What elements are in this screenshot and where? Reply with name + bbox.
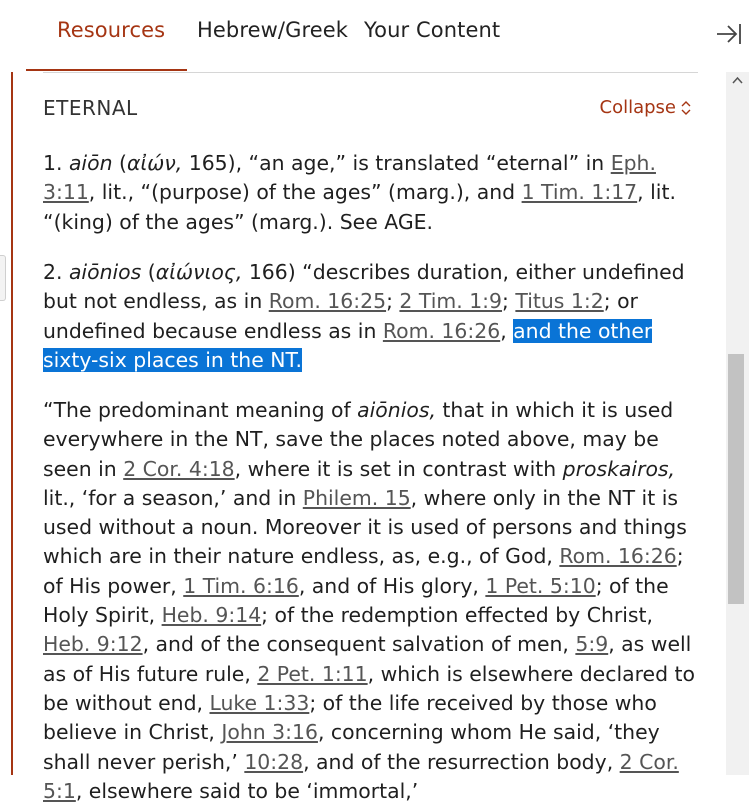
pin-panel-icon[interactable] <box>715 20 743 48</box>
scroll-up-arrow-icon[interactable] <box>732 76 743 84</box>
collapse-chevron-icon <box>681 101 691 115</box>
term: aiōnios <box>68 260 142 284</box>
resize-handle[interactable] <box>0 255 6 301</box>
definition-paragraph-2: 2. aiōnios (αἰώνιος, 166) “describes duration, either undefined but not endless, as in Rom. 16:25; 2 Tim. 1:9; Titus 1:2; or undefined because endless as in Rom. 16:26, and the other sixty-six places in the NT. <box>43 260 685 372</box>
scripture-link[interactable]: Eph. 3:11 <box>43 151 656 205</box>
scripture-link[interactable]: 1 Tim. 6:16 <box>183 573 299 598</box>
scripture-link[interactable]: Titus 1:2 <box>515 289 604 314</box>
greek-term: αἰών, <box>126 151 183 175</box>
definition-paragraph-1: 1. aiōn (αἰών, 165), “an age,” is translated “eternal” in Eph. 3:11, lit., “(purpose) of the ages” (marg.), and 1 Tim. 1:17, lit. “(king) of the ages” (marg.). See AGE. <box>43 151 676 234</box>
divider <box>43 72 698 73</box>
scripture-link[interactable]: 2 Pet. 1:11 <box>257 661 368 686</box>
scripture-link[interactable]: 2 Tim. 1:9 <box>399 289 503 314</box>
scripture-link[interactable]: Philem. 15 <box>302 485 411 510</box>
scripture-link[interactable]: Heb. 9:14 <box>161 603 262 628</box>
collapse-button[interactable] <box>600 97 692 118</box>
scripture-link[interactable]: John 3:16 <box>221 720 318 745</box>
definition-paragraph-3: “The predominant meaning of aiōnios, that in which it is used everywhere in the NT, save the places noted above, may be seen in 2 Cor. 4:18, where it is set in contrast with proskairos, lit., ‘for a season,’ and in Philem. 15, where only in the NT it is used without a noun. Moreover it is used of persons and things which are in their nature endless, as, e.g., of God, Rom. 16:26; of His power, 1 Tim. 6:16, and of His glory, 1 Pet. 5:10; of the Holy Spirit, Heb. 9:14; of the redemption effected by Christ, Heb. 9:12, and of the consequent salvation of men, 5:9, as well as of His future rule, 2 Pet. 1:11, which is elsewhere declared to be without end, Luke 1:33; of the life received by those who believe in Christ, John 3:16, concerning whom He said, ‘they shall never perish,’ 10:28, and of the resurrection body, 2 Cor. 5:1, elsewhere said to be ‘immortal,’ <box>43 398 695 803</box>
tab-bar <box>0 0 749 72</box>
scripture-link[interactable]: Rom. 16:26 <box>382 318 501 343</box>
scripture-link[interactable]: Luke 1:33 <box>209 690 310 715</box>
scripture-link[interactable]: 2 Cor. 4:18 <box>123 456 235 481</box>
scripture-link[interactable]: 1 Tim. 1:17 <box>521 180 638 205</box>
active-tab-indicator <box>26 69 187 71</box>
greek-term: αἰώνιος, <box>155 260 243 284</box>
scripture-link[interactable]: 5:9 <box>575 632 609 657</box>
term: aiōn <box>68 151 113 175</box>
scripture-link[interactable]: Rom. 16:26 <box>559 544 677 569</box>
tab-your-content[interactable]: Your Content <box>364 18 501 42</box>
selected-text[interactable]: and the other sixty-six places in the NT. <box>43 318 653 372</box>
scripture-link[interactable]: 1 Pet. 5:10 <box>485 573 596 598</box>
collapse-label: Collapse <box>599 97 676 118</box>
vertical-scrollbar[interactable] <box>726 72 749 775</box>
scripture-link[interactable]: Rom. 16:25 <box>268 289 387 314</box>
panel-left-border <box>11 72 13 775</box>
entry-title: ETERNAL <box>43 96 138 120</box>
scrollbar-thumb[interactable] <box>728 354 744 604</box>
scripture-link[interactable]: Heb. 9:12 <box>43 632 143 657</box>
scripture-link[interactable]: 10:28 <box>244 749 304 774</box>
scripture-link[interactable]: 2 Cor. 5:1 <box>43 749 679 803</box>
tab-hebrew-greek[interactable]: Hebrew/Greek <box>197 18 349 42</box>
tab-resources[interactable]: Resources <box>57 18 166 42</box>
